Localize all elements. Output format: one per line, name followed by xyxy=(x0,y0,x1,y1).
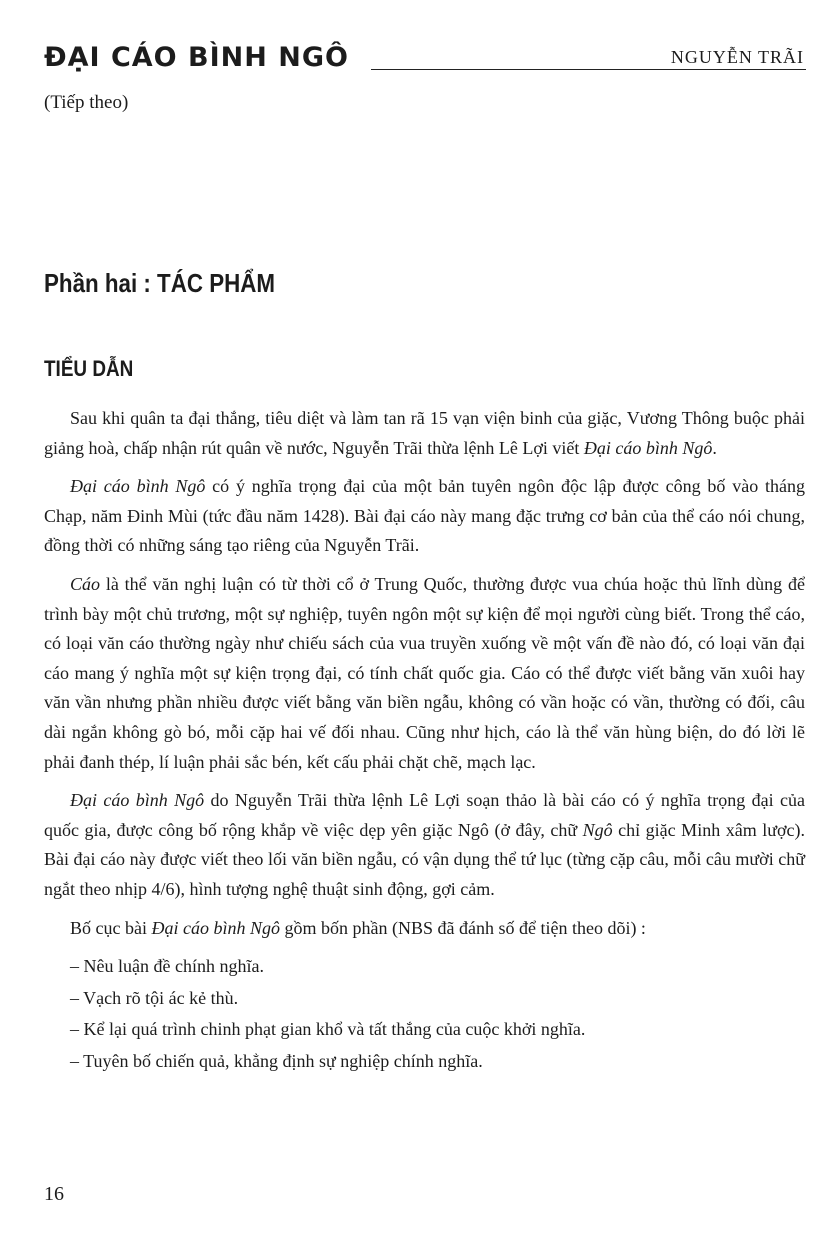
structure-list xyxy=(44,952,805,1076)
paragraph-text: Bố cục bài xyxy=(70,917,152,938)
paragraph-2 xyxy=(44,472,805,561)
page-header xyxy=(44,42,806,82)
body-text xyxy=(44,404,805,1078)
book-title: ĐẠI CÁO BÌNH NGÔ xyxy=(44,42,349,73)
paragraph-text: do Nguyễn Trãi thừa lệnh Lê Lợi soạn thảo là bài cáo có ý nghĩa trọng đại của quốc gia, được công bố rộng khắp về việc dẹp yên giặc Ngô (ở đây, chữ xyxy=(44,790,805,840)
paragraph-end: . xyxy=(712,437,717,458)
list-item: – Tuyên bố chiến quả, khẳng định sự nghiệp chính nghĩa. xyxy=(70,1050,483,1071)
work-title-italic: Đại cáo bình Ngô xyxy=(70,476,206,497)
paragraph-text: có ý nghĩa trọng đại của một bản tuyên ngôn độc lập được công bố vào tháng Chạp, năm Đinh Mùi (tức đầu năm 1428). Bài đại cáo này mang đặc trưng cơ bản của thể cáo nói chung, đồng thời có những sáng tạo riêng của Nguyễn Trãi. xyxy=(44,476,805,556)
header-rule xyxy=(371,69,806,70)
section-title: TIỂU DẪN xyxy=(44,356,134,381)
paragraph-text: là thể văn nghị luận có từ thời cổ ở Trung Quốc, thường được vua chúa hoặc thủ lĩnh dùng để trình bày một chủ trương, một sự nghiệp, tuyên ngôn một sự kiện để mọi người cùng biết. Trong thể cáo, có loại văn cáo thường ngày như chiếu sách của vua truyền xuống về một vấn đề nào đó, có loại văn đại cáo mang ý nghĩa một sự kiện trọng đại, có tính chất quốc gia. Cáo có thể được viết bằng văn xuôi hay văn vần nhưng phần nhiều được viết bằng văn biền ngẫu, không có vần hoặc có vần, thường có đối, câu dài ngắn không gò bó, mỗi cặp hai vế đối nhau. Cũng như hịch, cáo là thể văn hùng biện, do đó lời lẽ phải đanh thép, lí luận phải sắc bén, kết cấu phải chặt chẽ, mạch lạc. xyxy=(44,573,805,772)
paragraph-text: chỉ giặc Minh xâm lược). Bài đại cáo này được viết theo lối văn biền ngẫu, có vận dụng thể tứ lục (từng cặp câu, mỗi câu mười chữ ngắt theo nhịp 4/6), hình tượng nghệ thuật sinh động, gợi cảm. xyxy=(44,819,805,899)
term-italic: Ngô xyxy=(582,819,613,840)
list-item: – Vạch rõ tội ác kẻ thù. xyxy=(70,987,239,1008)
paragraph-4 xyxy=(44,786,805,904)
paragraph-3 xyxy=(44,570,805,777)
paragraph-text: gồm bốn phần (NBS đã đánh số để tiện theo dõi) : xyxy=(279,917,646,938)
part-title: Phần hai : TÁC PHẨM xyxy=(44,268,276,298)
paragraph-5 xyxy=(44,914,805,944)
list-item: – Nêu luận đề chính nghĩa. xyxy=(70,956,264,977)
author-name: NGUYỄN TRÃI xyxy=(670,47,804,67)
work-title-italic: Đại cáo bình Ngô xyxy=(70,790,205,811)
work-title-italic: Đại cáo bình Ngô xyxy=(151,917,280,938)
paragraph-1 xyxy=(44,404,805,463)
work-title-italic: Đại cáo bình Ngô xyxy=(583,437,713,458)
list-item: – Kể lại quá trình chinh phạt gian khổ và tất thắng của cuộc khởi nghĩa. xyxy=(70,1019,586,1040)
subtitle: (Tiếp theo) xyxy=(44,92,129,113)
page-number: 16 xyxy=(44,1183,64,1205)
term-italic: Cáo xyxy=(70,573,101,594)
paragraph-text: Sau khi quân ta đại thắng, tiêu diệt và làm tan rã 15 vạn viện binh của giặc, Vương Thông buộc phải giảng hoà, chấp nhận rút quân về nước, Nguyễn Trãi thừa lệnh Lê Lợi viết xyxy=(44,408,805,458)
